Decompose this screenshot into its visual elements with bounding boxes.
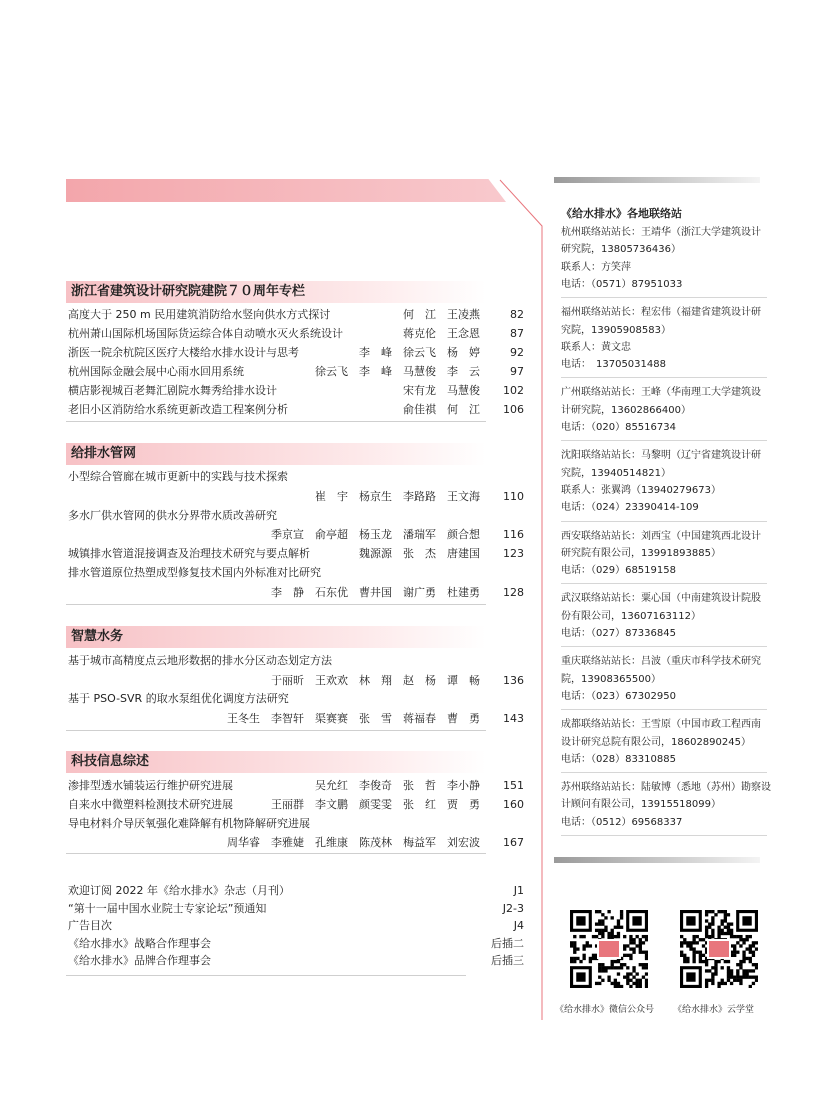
misc-row (68, 882, 524, 900)
station-head: 广州联络站站长：王峰（华南理工大学建筑设 (561, 387, 761, 399)
article-authors: 于丽昕 王欢欢 林 翔 赵 杨 谭 畅 (271, 674, 480, 687)
misc-row (68, 935, 524, 953)
article-page: 143 (503, 712, 524, 725)
section-heading: 给排水管网 (66, 443, 486, 465)
station-head: 福州联络站站长：程宏伟（福建省建筑设计研 (561, 307, 761, 319)
section-heading: 智慧水务 (66, 626, 486, 648)
station-detail: 电话：（027）87336845 (561, 628, 676, 639)
article-authors: 吴允红 李俊奇 张 哲 李小静 (315, 779, 480, 792)
misc-title: 《给水排水》战略合作理事会 (68, 936, 211, 950)
misc-page: 后插三 (491, 954, 524, 967)
section-divider (66, 853, 486, 854)
misc-title: “第十一届中国水业院士专家论坛”预通知 (68, 901, 267, 915)
article-authors: 何 江 王凌燕 (403, 308, 480, 321)
misc-row (68, 917, 524, 935)
article-page: 167 (503, 836, 524, 849)
article-authors: 王丽群 李文鹏 颜雯雯 张 红 贾 勇 (271, 798, 480, 811)
article-page: 160 (503, 798, 524, 811)
station-detail: 份有限公司，13607163112） (561, 610, 701, 622)
section-divider (66, 421, 486, 422)
article-authors: 蒋克伦 王念恩 (403, 327, 480, 340)
station-detail: 计研究院，13602866400） (561, 404, 691, 416)
article-row (68, 507, 524, 525)
station-detail: 院，13908365500） (561, 673, 661, 685)
article-authors: 周华睿 李雅婕 孔维康 陈茂林 梅益军 刘宏波 (227, 836, 480, 849)
station-divider (561, 583, 767, 584)
article-title: 杭州萧山国际机场国际货运综合体自动喷水灭火系统设计 (68, 327, 343, 340)
station-detail: 电话：（028）83310885 (561, 753, 676, 765)
article-page: 136 (503, 674, 524, 687)
article-row (68, 306, 524, 324)
article-row (68, 690, 524, 708)
article-authors: 魏源源 张 杰 唐建国 (359, 547, 480, 560)
header-banner (66, 179, 506, 202)
sidebar-title: 《给水排水》各地联络站 (561, 207, 682, 220)
station-detail: 电话：（0571）87951033 (561, 278, 683, 290)
article-title: 渗排型透水铺装运行维护研究进展 (68, 779, 233, 792)
station-detail: 电话：（029）68519158 (561, 565, 676, 577)
station-divider (561, 440, 767, 441)
qr-caption: 《给水排水》微信公众号 (555, 1005, 655, 1015)
article-row (68, 325, 524, 343)
article-authors: 宋有龙 马慧俊 (403, 384, 480, 397)
station-head: 武汉联络站站长：粟心国（中南建筑设计院股 (561, 593, 761, 605)
article-row (68, 526, 524, 544)
station-detail: 电话：（0512）69568337 (561, 816, 683, 828)
article-page: 106 (503, 403, 524, 416)
article-row (68, 652, 524, 670)
article-row (68, 382, 524, 400)
misc-page: J2-3 (502, 901, 524, 915)
article-row (68, 488, 524, 506)
article-row (68, 815, 524, 833)
station-divider (561, 297, 767, 298)
qr-code-cloud-school (680, 910, 758, 988)
misc-title: 广告目次 (68, 919, 112, 932)
article-row (68, 834, 524, 852)
station-divider (561, 709, 767, 710)
article-row (68, 564, 524, 582)
article-row (68, 710, 524, 728)
article-authors: 季京宣 俞亭超 杨玉龙 潘瑞军 颜合想 (271, 528, 480, 541)
article-title: 城镇排水管道混接调查及治理技术研究与要点解析 (68, 547, 310, 560)
article-title: 高度大于 250 m 民用建筑消防给水竖向供水方式探讨 (68, 308, 331, 321)
misc-divider (66, 975, 466, 976)
station-head: 重庆联络站站长：吕波（重庆市科学技术研究 (561, 656, 761, 668)
article-row (68, 401, 524, 419)
article-row (68, 777, 524, 795)
misc-page: J4 (513, 919, 524, 932)
article-row (68, 468, 524, 486)
article-page: 128 (503, 586, 524, 599)
article-title: 导电材料介导厌氧强化难降解有机物降解研究进展 (68, 817, 310, 830)
station-detail: 究院，13940514821） (561, 467, 671, 479)
misc-page: 后插二 (491, 936, 524, 950)
article-row (68, 363, 524, 381)
article-row (68, 672, 524, 690)
section-heading: 浙江省建筑设计研究院建院７０周年专栏 (66, 281, 486, 303)
article-title: 自来水中微塑料检测技术研究进展 (68, 798, 233, 811)
article-authors: 李 静 石东优 曹井国 谢广勇 杜建勇 (271, 586, 480, 599)
station-divider (561, 835, 767, 836)
section-heading: 科技信息综述 (66, 751, 486, 773)
article-row (68, 584, 524, 602)
station-detail: 电话：（024）23390414-109 (561, 502, 699, 514)
station-head: 成都联络站站长：王雪原（中国市政工程西南 (561, 719, 761, 731)
station-detail: 联系人：方笑萍 (561, 261, 631, 273)
article-title: 基于城市高精度点云地形数据的排水分区动态划定方法 (68, 654, 332, 667)
section-divider (66, 604, 486, 605)
qr-code-wechat (570, 910, 648, 988)
article-title: 基于 PSO-SVR 的取水泵组优化调度方法研究 (68, 692, 289, 705)
article-row (68, 796, 524, 814)
article-authors: 李 峰 徐云飞 杨 婷 (359, 346, 480, 359)
section-divider (66, 730, 486, 731)
article-title: 排水管道原位热塑成型修复技术国内外标准对比研究 (68, 566, 321, 579)
article-page: 116 (503, 528, 524, 541)
misc-title: 《给水排水》品牌合作理事会 (68, 954, 211, 967)
station-detail: 电话：（023）67302950 (561, 690, 676, 702)
station-divider (561, 646, 767, 647)
article-title: 杭州国际金融会展中心雨水回用系统 (68, 365, 244, 378)
misc-row (68, 952, 524, 970)
article-page: 102 (503, 384, 524, 397)
station-detail: 计顾问有限公司，13915518099） (561, 799, 721, 811)
misc-title: 欢迎订阅 2022 年《给水排水》杂志（月刊） (68, 884, 290, 897)
misc-row (68, 900, 524, 918)
article-title: 浙医一院余杭院区医疗大楼给水排水设计与思考 (68, 346, 299, 359)
article-page: 110 (503, 490, 524, 503)
sidebar-bottom-bar (554, 857, 760, 863)
station-detail: 联系人：张翼鸿（13940279673） (561, 484, 721, 496)
station-detail: 研究院，13805736436） (561, 244, 681, 256)
station-divider (561, 377, 767, 378)
station-detail: 究院，13905908583） (561, 324, 671, 336)
qr-caption: 《给水排水》云学堂 (673, 1005, 755, 1015)
article-authors: 徐云飞 李 峰 马慧俊 李 云 (315, 365, 480, 378)
station-head: 苏州联络站站长：陆敏博（悉地（苏州）勘察设 (561, 782, 771, 794)
station-detail: 设计研究总院有限公司，18602890245） (561, 736, 751, 748)
station-head: 西安联络站站长：刘西宝（中国建筑西北设计 (561, 530, 761, 542)
article-authors: 俞佳祺 何 江 (403, 403, 480, 416)
article-page: 82 (510, 308, 524, 321)
misc-page: J1 (513, 884, 524, 897)
article-authors: 王冬生 李智轩 渠赛赛 张 雪 蒋福春 曹 勇 (227, 712, 480, 725)
article-page: 92 (510, 346, 524, 359)
sidebar-top-bar (554, 177, 760, 183)
station-detail: 联系人：黄文忠 (561, 341, 631, 353)
article-title: 老旧小区消防给水系统更新改造工程案例分析 (68, 403, 288, 416)
station-divider (561, 772, 767, 773)
article-title: 多水厂供水管网的供水分界带水质改善研究 (68, 509, 277, 522)
station-head: 杭州联络站站长：王靖华（浙江大学建筑设计 (561, 227, 761, 238)
article-title: 小型综合管廊在城市更新中的实践与技术探索 (68, 470, 288, 483)
station-detail: 电话：（020）85516734 (561, 422, 676, 433)
article-page: 97 (510, 365, 524, 378)
article-page: 151 (503, 779, 524, 792)
station-detail: 研究院有限公司，13991893885） (561, 547, 721, 559)
article-authors: 崔 宇 杨京生 李路路 王文海 (315, 490, 480, 503)
article-row (68, 545, 524, 563)
article-row (68, 344, 524, 362)
article-page: 87 (510, 327, 524, 340)
article-title: 横店影视城百老舞汇剧院水舞秀给排水设计 (68, 384, 277, 397)
station-head: 沈阳联络站站长：马黎明（辽宁省建筑设计研 (561, 450, 761, 462)
station-detail: 电话： 13705031488 (561, 359, 666, 371)
article-page: 123 (503, 547, 524, 560)
station-divider (561, 521, 767, 522)
